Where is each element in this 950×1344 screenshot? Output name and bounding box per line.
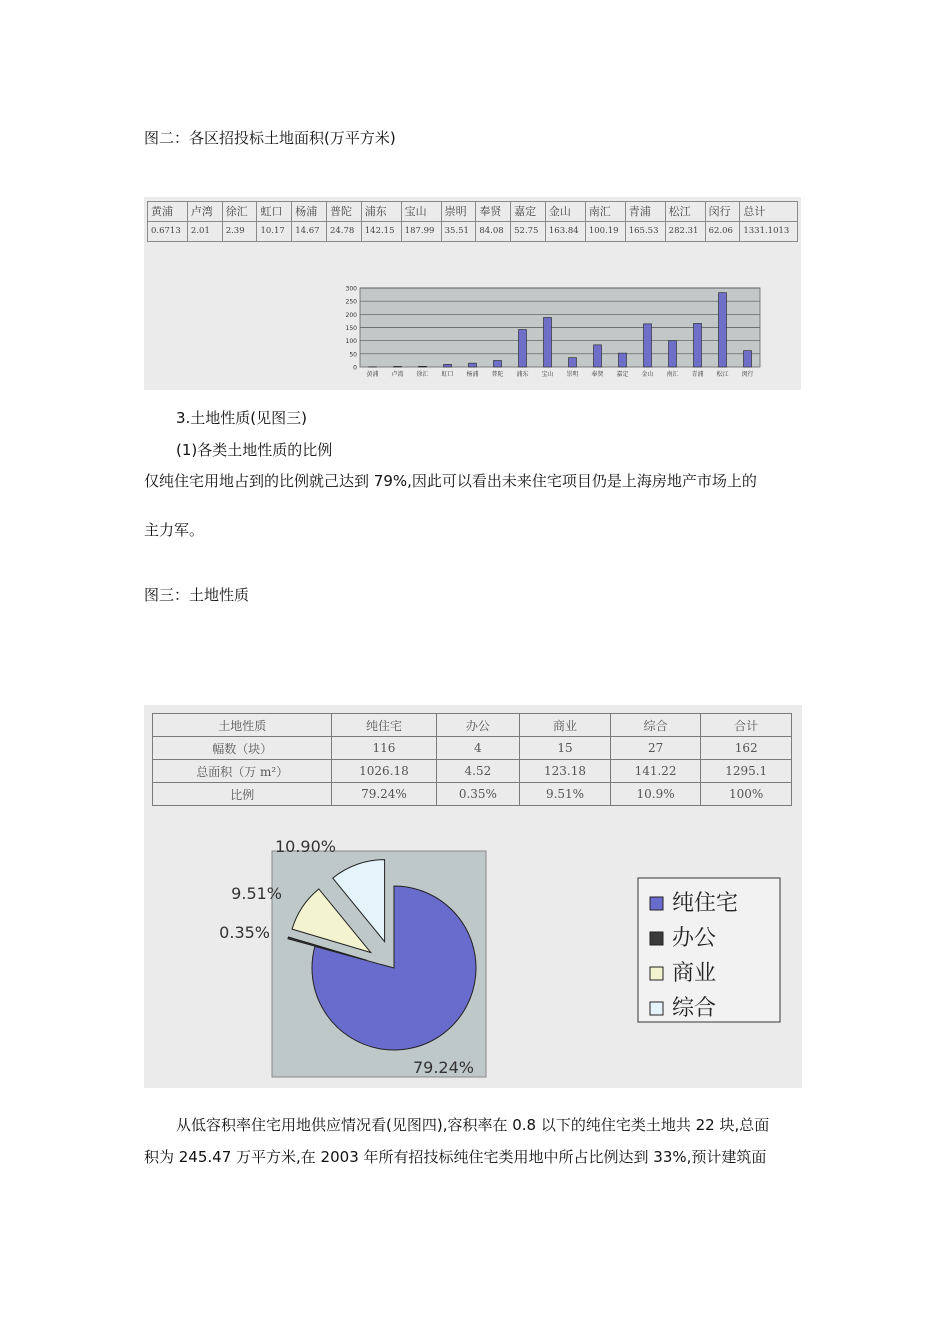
figure-2-caption: 图二：各区招投标土地面积(万平方米) [144,129,396,147]
table-header-cell: 南汇 [585,202,625,222]
table-header-cell: 浦东 [361,202,401,222]
pie-data-label: 0.35% [219,923,270,942]
table-value-cell: 123.18 [520,760,611,783]
y-tick-label: 150 [345,325,357,332]
bar [644,324,652,367]
y-tick-label: 100 [345,338,357,346]
bar [669,341,677,367]
table-header-cell: 徐汇 [222,202,257,222]
bar [694,323,702,367]
paragraph-line: 仅纯住宅用地占到的比例就己达到 79%,因此可以看出未来住宅项目仍是上海房地产市场上的 [144,472,757,490]
legend-label: 商业 [672,961,717,986]
legend-label: 综合 [672,996,717,1021]
legend-swatch [650,1002,663,1015]
x-tick-label: 普陀 [491,371,504,378]
section-heading-land-nature: 3.土地性质(见图三) [176,409,308,427]
bar [619,353,627,367]
table-value-cell: 100.19 [585,222,625,242]
table-value-cell: 24.78 [326,222,361,242]
x-tick-label: 奉贤 [591,371,604,378]
x-tick-label: 浦东 [516,371,529,378]
table-value-cell: 14.67 [292,222,327,242]
x-tick-label: 徐汇 [416,371,429,378]
bar [444,364,452,367]
x-tick-label: 嘉定 [616,371,629,378]
x-tick-label: 闵行 [741,371,754,378]
table-header-cell: 总计 [740,202,798,222]
figure-3-caption: 图三：土地性质 [144,586,250,604]
figure-3-image [144,705,802,1088]
legend-swatch [650,967,663,980]
y-tick-label: 0 [353,364,357,372]
y-tick-label: 200 [345,311,357,319]
x-tick-label: 金山 [641,371,654,378]
table-value-cell: 100% [701,783,792,806]
x-tick-label: 青浦 [691,371,704,378]
table-header-cell: 奉贤 [476,202,511,222]
table-header-cell: 崇明 [441,202,476,222]
table-row-label: 幅数（块） [153,737,332,760]
table-value-cell: 1331.1013 [740,222,798,242]
table-value-cell: 2.01 [187,222,222,242]
table-header-cell: 商业 [520,714,611,737]
x-tick-label: 黄浦 [366,371,379,378]
figure-2-image [144,197,801,390]
land-nature-table [152,713,792,806]
table-value-cell: 52.75 [511,222,546,242]
x-tick-label: 崇明 [566,371,579,378]
table-value-cell: 4 [436,737,520,760]
table-value-cell: 62.06 [705,222,740,242]
district-area-bar-chart [330,283,770,387]
bar [594,345,602,367]
bar [544,317,552,367]
legend-swatch [650,932,663,945]
table-value-cell: 165.53 [625,222,665,242]
table-value-cell: 1295.1 [701,760,792,783]
table-value-cell: 141.22 [610,760,701,783]
bar [419,366,427,367]
paragraph-line: 主力军。 [144,521,205,539]
table-value-cell: 35.51 [441,222,476,242]
table-header-cell: 松江 [665,202,705,222]
pie-data-label: 9.51% [231,884,282,903]
pie-data-label: 10.90% [274,837,336,856]
table-header-cell: 嘉定 [511,202,546,222]
y-tick-label: 250 [345,298,357,306]
table-value-cell: 10.17 [257,222,292,242]
district-area-table [147,201,798,242]
table-header-cell: 杨浦 [292,202,327,222]
table-value-cell: 0.6713 [148,222,188,242]
subsection-heading-proportion: (1)各类土地性质的比例 [176,441,333,459]
table-value-cell: 4.52 [436,760,520,783]
table-value-cell: 163.84 [545,222,585,242]
table-value-cell: 282.31 [665,222,705,242]
table-header-cell: 虹口 [257,202,292,222]
legend-swatch [650,897,663,910]
table-header-cell: 普陀 [326,202,361,222]
table-row-label: 比例 [153,783,332,806]
x-tick-label: 杨浦 [466,371,479,378]
table-value-cell: 142.15 [361,222,401,242]
table-header-cell: 合计 [701,714,792,737]
table-value-cell: 187.99 [401,222,441,242]
table-header-cell: 卢湾 [187,202,222,222]
x-tick-label: 虹口 [441,371,454,378]
bar [494,360,502,367]
y-tick-label: 50 [349,351,357,359]
table-row-label: 总面积（万 m²） [153,760,332,783]
table-value-cell: 0.35% [436,783,520,806]
table-value-cell: 162 [701,737,792,760]
table-header-cell: 金山 [545,202,585,222]
table-header-cell: 黄浦 [148,202,188,222]
table-value-cell: 15 [520,737,611,760]
table-header-cell: 青浦 [625,202,665,222]
table-header-cell: 土地性质 [153,714,332,737]
bar [569,358,577,367]
pie-data-label: 79.24% [412,1058,474,1077]
table-header-cell: 闵行 [705,202,740,222]
bar [719,293,727,367]
bar [469,363,477,367]
table-value-cell: 2.39 [222,222,257,242]
x-tick-label: 宝山 [541,371,554,378]
bar [394,366,402,367]
table-value-cell: 84.08 [476,222,511,242]
table-header-cell: 纯住宅 [332,714,436,737]
legend-label: 办公 [672,926,717,951]
paragraph-line: 从低容积率住宅用地供应情况看(见图四),容积率在 0.8 以下的纯住宅类土地共 22 块,总面 [176,1116,770,1134]
bar [744,351,752,367]
x-tick-label: 南汇 [666,371,679,378]
bar [519,330,527,367]
land-nature-pie-chart [144,823,802,1088]
paragraph-line: 积为 245.47 万平方米,在 2003 年所有招技标纯住宅类用地中所占比例达到 33%,预计建筑面 [144,1148,767,1166]
legend-label: 纯住宅 [672,891,739,916]
x-tick-label: 卢湾 [391,371,404,378]
table-header-cell: 宝山 [401,202,441,222]
table-value-cell: 1026.18 [332,760,436,783]
table-header-cell: 综合 [610,714,701,737]
table-value-cell: 9.51% [520,783,611,806]
table-value-cell: 10.9% [610,783,701,806]
y-tick-label: 300 [345,285,357,293]
table-value-cell: 79.24% [332,783,436,806]
table-header-cell: 办公 [436,714,520,737]
table-value-cell: 116 [332,737,436,760]
x-tick-label: 松江 [716,371,729,378]
table-value-cell: 27 [610,737,701,760]
